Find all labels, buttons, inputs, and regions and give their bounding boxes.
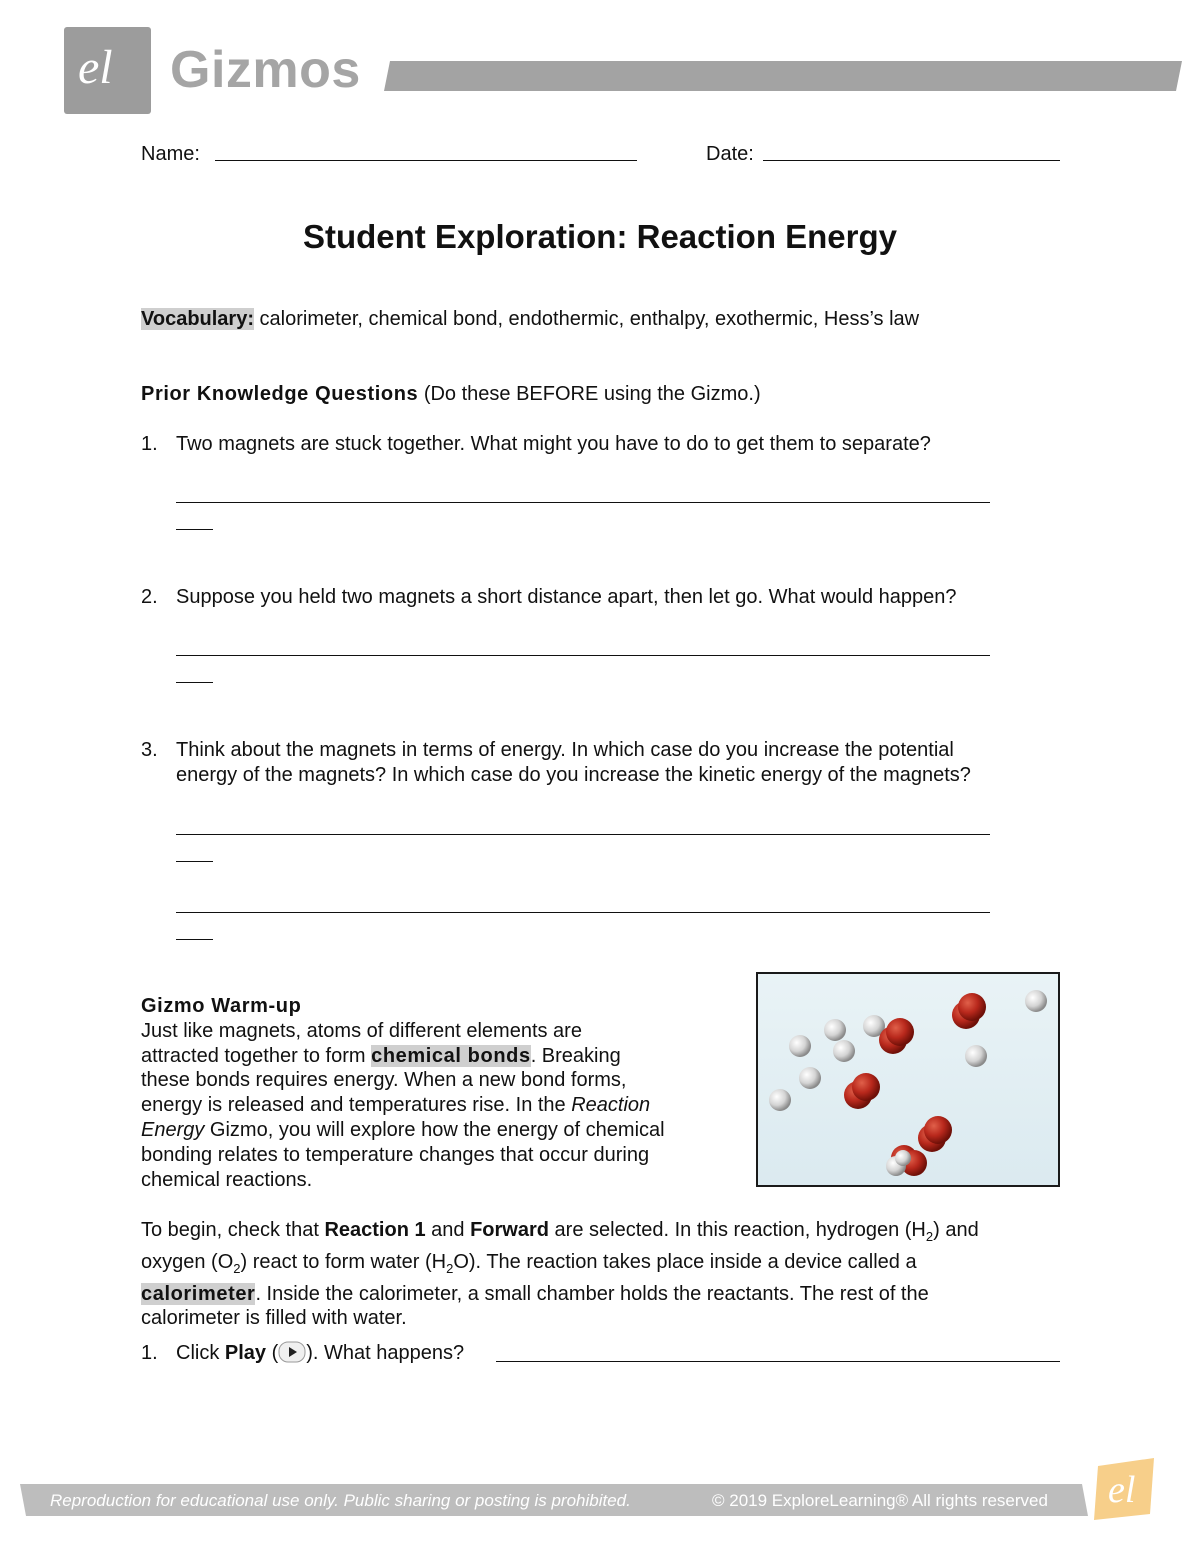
answer-line-tail bbox=[176, 682, 213, 683]
footer-disclaimer: Reproduction for educational use only. Public sharing or posting is prohibited. bbox=[50, 1491, 631, 1510]
header-bar bbox=[384, 61, 1182, 91]
name-field[interactable] bbox=[215, 160, 637, 161]
term-chemical-bonds: chemical bonds bbox=[371, 1044, 531, 1067]
answer-line[interactable] bbox=[496, 1361, 1060, 1362]
warmup-line: Just like magnets, atoms of different elements are bbox=[141, 1019, 582, 1042]
answer-line[interactable] bbox=[176, 834, 990, 835]
instructions-line: calorimeter is filled with water. bbox=[141, 1307, 407, 1330]
answer-line[interactable] bbox=[176, 655, 990, 656]
question-text: Think about the magnets in terms of energy. In which case do you increase the potential bbox=[176, 739, 954, 761]
molecule-scene bbox=[758, 974, 1058, 1185]
answer-line-tail bbox=[176, 529, 213, 530]
question-number: 2. bbox=[141, 586, 158, 608]
name-label: Name: bbox=[141, 143, 200, 165]
instructions-line: oxygen $(O_2)$ react to form water $(H_2O)$. The reaction takes place inside a device called a bbox=[141, 1250, 917, 1276]
warmup-line: energy is released and temperatures rise. In the Reaction bbox=[141, 1094, 651, 1117]
instructions-paragraph bbox=[141, 1218, 1101, 1331]
date-field[interactable] bbox=[763, 160, 1060, 161]
forward-label: Forward bbox=[470, 1219, 549, 1241]
vocabulary-line bbox=[141, 307, 919, 332]
date-label: Date: bbox=[706, 143, 754, 165]
instructions-line: calorimeter. Inside the calorimeter, a small chamber holds the reactants. The rest of the bbox=[141, 1282, 929, 1305]
answer-line-tail bbox=[176, 861, 213, 862]
term-calorimeter: calorimeter bbox=[141, 1282, 256, 1305]
footer-copyright: © 2019 ExploreLearning® All rights reserved bbox=[712, 1491, 1048, 1510]
question-number: 1. bbox=[141, 433, 158, 455]
gizmo-simulation-image bbox=[756, 972, 1060, 1187]
hydrogen-molecule bbox=[769, 990, 1047, 1111]
vocabulary-terms: calorimeter, chemical bond, endothermic, enthalpy, exothermic, Hess’s law bbox=[254, 308, 920, 330]
question-text: Suppose you held two magnets a short distance apart, then let go. What would happen? bbox=[176, 586, 957, 608]
instructions-line: To begin, check that Reaction 1 and Forward are selected. In this reaction, hydrogen $(H_2)$ and bbox=[141, 1219, 979, 1244]
prior-knowledge-note: (Do these BEFORE using the Gizmo.) bbox=[418, 383, 761, 405]
warmup-heading: Gizmo Warm-up bbox=[141, 995, 302, 1017]
prior-knowledge-title: Prior Knowledge Questions bbox=[141, 383, 419, 405]
warmup-line: these bonds requires energy. When a new bond forms, bbox=[141, 1069, 627, 1092]
play-label: Play bbox=[224, 1342, 267, 1364]
play-icon bbox=[278, 1341, 306, 1363]
prior-knowledge-heading bbox=[141, 382, 761, 407]
question-number: 3. bbox=[141, 739, 158, 761]
logo-badge bbox=[64, 27, 151, 114]
answer-line[interactable] bbox=[176, 502, 990, 503]
oxygen-molecule bbox=[844, 993, 986, 1152]
brand-name: Gizmos bbox=[170, 41, 361, 99]
reaction-1-label: Reaction 1 bbox=[324, 1219, 426, 1241]
warmup-paragraph bbox=[141, 994, 741, 1192]
question-number: 1. bbox=[141, 1342, 158, 1364]
question-text: energy of the magnets? In which case do you increase the kinetic energy of the magnets? bbox=[176, 764, 971, 786]
warmup-line: chemical reactions. bbox=[141, 1168, 313, 1191]
vocabulary-label: Vocabulary: bbox=[141, 308, 254, 330]
svg-text:el: el bbox=[1108, 1469, 1136, 1511]
logo-mark: el bbox=[78, 41, 113, 94]
warmup-line: attracted together to form chemical bonds. Breaking bbox=[141, 1044, 621, 1067]
answer-line-tail bbox=[176, 939, 213, 940]
question-text: Two magnets are stuck together. What might you have to do to get them to separate? bbox=[176, 433, 931, 455]
warmup-line: bonding relates to temperature changes that occur during bbox=[141, 1143, 650, 1166]
page-title: Student Exploration: Reaction Energy bbox=[302, 218, 898, 255]
warmup-line: Energy Gizmo, you will explore how the energy of chemical bbox=[141, 1118, 665, 1141]
answer-line[interactable] bbox=[176, 912, 990, 913]
water-molecule bbox=[886, 1145, 927, 1176]
play-question: Click Play ( ). What happens? bbox=[176, 1342, 465, 1364]
footer-logo-icon bbox=[1088, 1452, 1160, 1524]
